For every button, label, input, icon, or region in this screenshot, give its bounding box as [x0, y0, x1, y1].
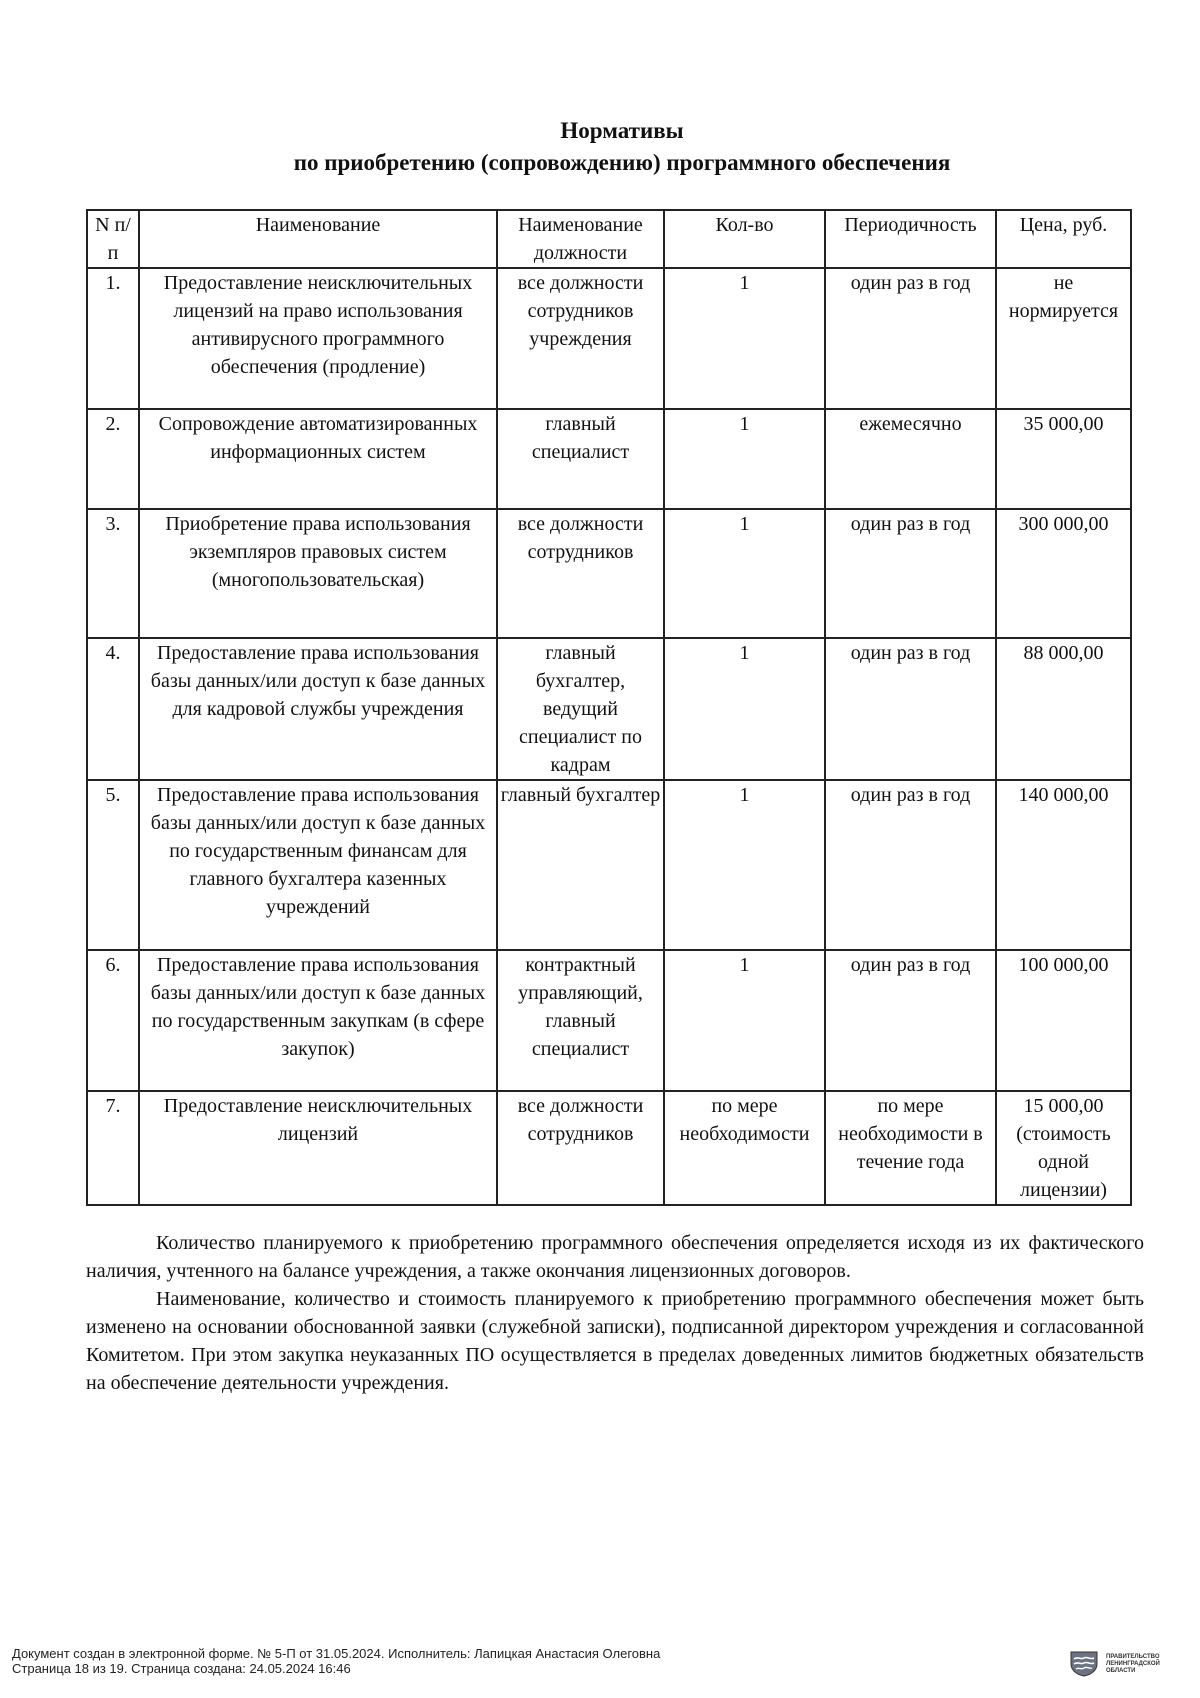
cell-name: Сопровождение автоматизированных информационных систем [139, 409, 497, 509]
logo-line-3: ОБЛАСТИ [1106, 1667, 1136, 1674]
cell-qty: по мере необходимости [664, 1091, 825, 1205]
cell-name: Предоставление права использования базы данных/или доступ к базе данных по государственным закупкам (в сфере закупок) [139, 950, 497, 1091]
logo-line-1: ПРАВИТЕЛЬСТВО [1106, 1653, 1160, 1660]
cell-period: один раз в год [825, 780, 996, 950]
cell-qty: 1 [664, 509, 825, 638]
cell-period: один раз в год [825, 268, 996, 409]
table-row [87, 780, 1131, 950]
table-row [87, 950, 1131, 1091]
cell-price: 300 000,00 [996, 509, 1131, 638]
cell-period: один раз в год [825, 950, 996, 1091]
government-logo [1070, 1648, 1188, 1680]
table-header-row [87, 210, 1131, 268]
cell-qty: 1 [664, 638, 825, 780]
footer-line-1: Документ создан в электронной форме. № 5-П от 31.05.2024. Исполнитель: Лапицкая Анастасия Олеговна [12, 1646, 661, 1661]
cell-price: 88 000,00 [996, 638, 1131, 780]
cell-price: 35 000,00 [996, 409, 1131, 509]
header-num: N п/п [87, 210, 139, 268]
table-row [87, 638, 1131, 780]
cell-name: Предоставление неисключительных лицензий на право использования антивирусного программного обеспечения (продление) [139, 268, 497, 409]
table-row [87, 1091, 1131, 1205]
cell-position: главный специалист [497, 409, 664, 509]
cell-num: 3. [87, 509, 139, 638]
cell-price: 140 000,00 [996, 780, 1131, 950]
logo-text [1106, 1654, 1160, 1675]
logo-line-2: ЛЕНИНГРАДСКОЙ [1106, 1660, 1160, 1667]
cell-num: 4. [87, 638, 139, 780]
cell-num: 1. [87, 268, 139, 409]
norms-table [86, 209, 1132, 1206]
cell-num: 6. [87, 950, 139, 1091]
title-line-1: Нормативы [560, 118, 684, 143]
header-period: Периодичность [825, 210, 996, 268]
cell-position: главный бухгалтер [497, 780, 664, 950]
table-row [87, 509, 1131, 638]
cell-position: контрактный управляющий, главный специалист [497, 950, 664, 1091]
paragraph: Наименование, количество и стоимость планируемого к приобретению программного обеспечения может быть изменено на основании обоснованной заявки (служебной записки), подписанной директором учреждения и согласованной Комитетом. При этом закупка неуказанных ПО осуществляется в пределах доведенных лимитов бюджетных обязательств на обеспечение деятельности учреждения. [86, 1288, 1144, 1394]
cell-qty: 1 [664, 780, 825, 950]
cell-name: Приобретение права использования экземпляров правовых систем (многопользовательская) [139, 509, 497, 638]
header-qty: Кол-во [664, 210, 825, 268]
header-price: Цена, руб. [996, 210, 1131, 268]
cell-position: все должности сотрудников [497, 1091, 664, 1205]
cell-name: Предоставление неисключительных лицензий [139, 1091, 497, 1205]
cell-position: все должности сотрудников учреждения [497, 268, 664, 409]
page-footer [12, 1646, 660, 1676]
cell-position: все должности сотрудников [497, 509, 664, 638]
cell-price: 15 000,00 (стоимость одной лицензии) [996, 1091, 1131, 1205]
cell-period: по мере необходимости в течение года [825, 1091, 996, 1205]
header-position: Наименование должности [497, 210, 664, 268]
cell-price: не нормируется [996, 268, 1131, 409]
cell-qty: 1 [664, 409, 825, 509]
table-row [87, 409, 1131, 509]
cell-position: главный бухгалтер, ведущий специалист по кадрам [497, 638, 664, 780]
footer-line-2: Страница 18 из 19. Страница создана: 24.05.2024 16:46 [12, 1661, 351, 1676]
header-name: Наименование [139, 210, 497, 268]
cell-num: 7. [87, 1091, 139, 1205]
cell-qty: 1 [664, 268, 825, 409]
cell-period: один раз в год [825, 509, 996, 638]
title-line-2: по приобретению (сопровождению) программного обеспечения [293, 150, 951, 175]
table-row [87, 268, 1131, 409]
cell-qty: 1 [664, 950, 825, 1091]
cell-name: Предоставление права использования базы данных/или доступ к базе данных для кадровой службы учреждения [139, 638, 497, 780]
paragraph: Количество планируемого к приобретению программного обеспечения определяется исходя из их фактического наличия, учтенного на балансе учреждения, а также окончания лицензионных договоров. [86, 1232, 1144, 1282]
document-title [0, 115, 1200, 179]
coat-of-arms-icon [1070, 1651, 1098, 1677]
cell-num: 2. [87, 409, 139, 509]
cell-period: один раз в год [825, 638, 996, 780]
body-text [86, 1229, 1144, 1397]
cell-num: 5. [87, 780, 139, 950]
cell-price: 100 000,00 [996, 950, 1131, 1091]
cell-period: ежемесячно [825, 409, 996, 509]
cell-name: Предоставление права использования базы данных/или доступ к базе данных по государственным финансам для главного бухгалтера казенных учреждений [139, 780, 497, 950]
